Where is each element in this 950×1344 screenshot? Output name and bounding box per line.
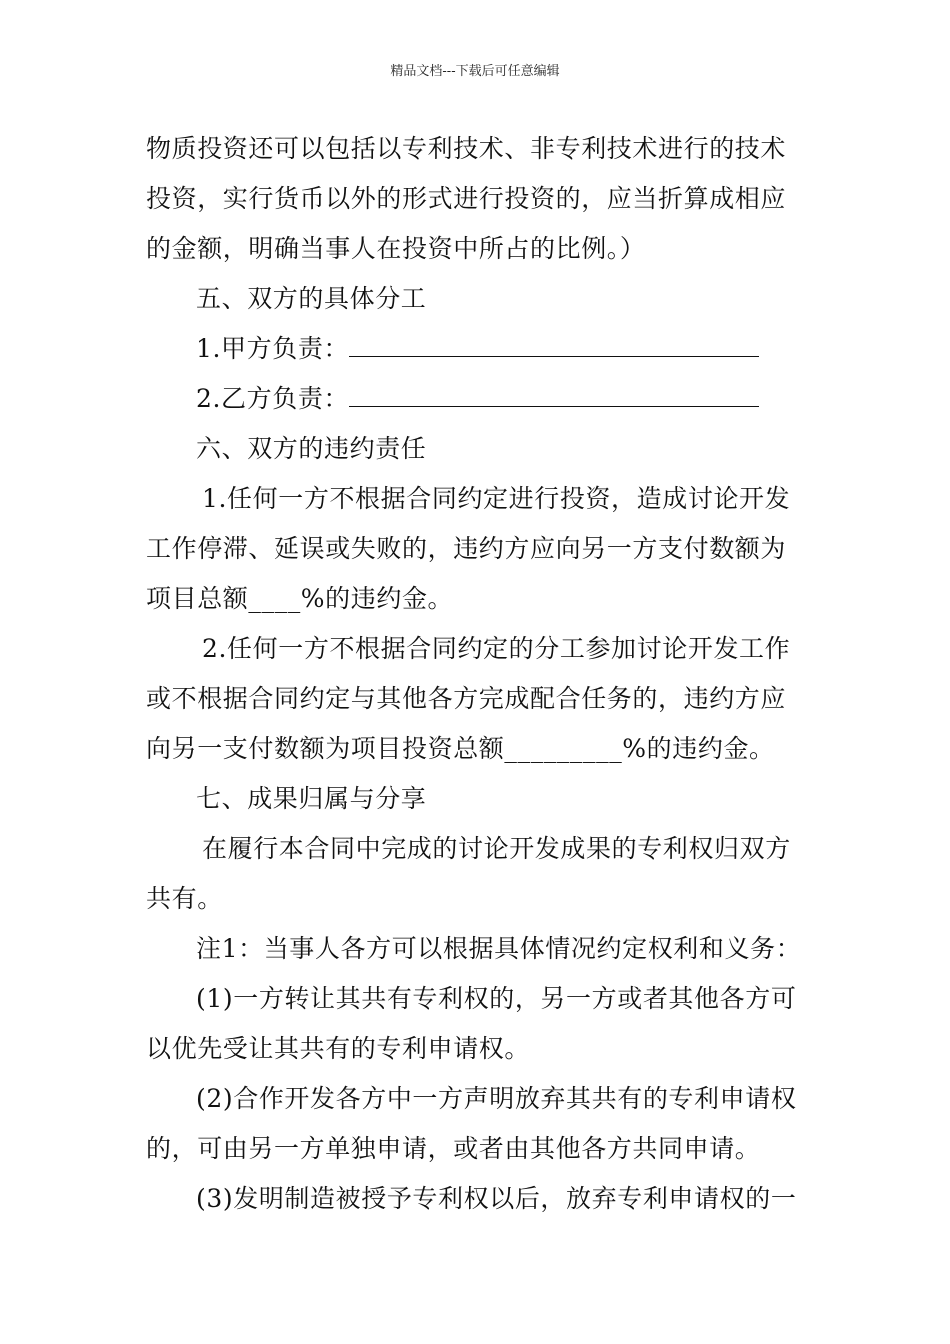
paragraph-investment: 物质投资还可以包括以专利技术、非专利技术进行的技术投资，实行货币以外的形式进行投资的，应当折算成相应的金额，明确当事人在投资中所占的比例。） (146, 134, 787, 263)
fill-blank-line (349, 328, 759, 357)
page-header: 精品文档---下载后可任意编辑 (390, 64, 560, 79)
item-party-b-label: 2.乙方负责： (196, 384, 350, 413)
paragraph-note-item-2: (2)合作开发各方中一方声明放弃其共有的专利申请权的，可由另一方单独申请，或者由其他各方共同申请。 (146, 1084, 797, 1163)
document-body (146, 124, 806, 1224)
section-heading-division: 五、双方的具体分工 (196, 284, 427, 313)
paragraph-ownership: 在履行本合同中完成的讨论开发成果的专利权归双方共有。 (146, 834, 791, 913)
section-heading-liability: 六、双方的违约责任 (196, 434, 427, 463)
item-party-a-duty (146, 324, 806, 374)
item-party-b-duty (146, 374, 806, 424)
section-heading-ownership: 七、成果归属与分享 (196, 784, 427, 813)
paragraph-note-item-3: (3)发明制造被授予专利权以后，放弃专利申请权的一 (196, 1184, 797, 1213)
paragraph-liability-1: 1.任何一方不根据合同约定进行投资，造成讨论开发工作停滞、延误或失败的，违约方应向另一方支付数额为项目总额____%的违约金。 (146, 484, 791, 613)
paragraph-liability-2: 2.任何一方不根据合同约定的分工参加讨论开发工作或不根据合同约定与其他各方完成配合任务的，违约方应向另一支付数额为项目投资总额_________%的违约金。 (146, 634, 791, 763)
paragraph-note-item-1: (1)一方转让其共有专利权的，另一方或者其他各方可以优先受让其共有的专利申请权。 (146, 984, 797, 1063)
item-party-a-label: 1.甲方负责： (196, 334, 350, 363)
fill-blank-line (349, 378, 759, 407)
paragraph-note: 注1：当事人各方可以根据具体情况约定权利和义务： (196, 934, 802, 963)
